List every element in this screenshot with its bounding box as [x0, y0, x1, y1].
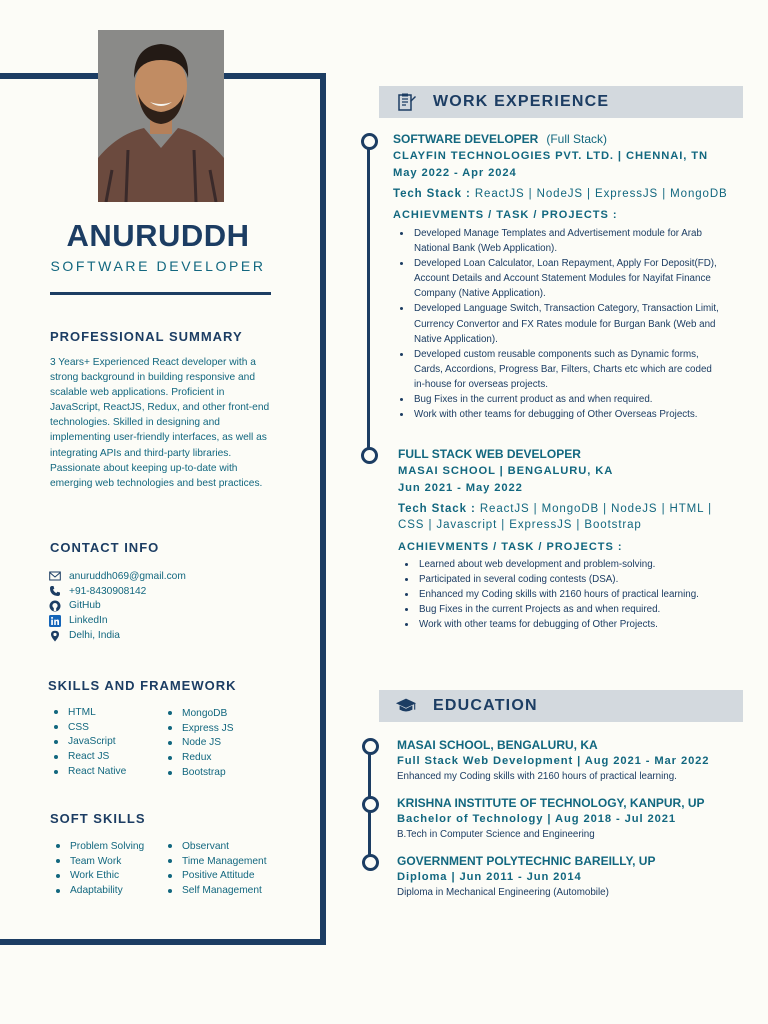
graduation-cap-icon	[395, 695, 417, 717]
work-timeline-line	[367, 144, 370, 452]
list-item: Participated in several coding contests (DSA).	[405, 572, 735, 587]
person-silhouette-icon	[98, 30, 224, 202]
list-item: Work with other teams for debugging of Other Overseas Projects.	[400, 407, 725, 422]
name-divider	[50, 292, 271, 295]
education-2-school: KRISHNA INSTITUTE OF TECHNOLOGY, KANPUR, UP	[397, 796, 705, 810]
summary-text: 3 Years+ Experienced React developer with a strong background in building responsive and scalable web applications. Proficient in JavaScript, ReactJS, Redux, and other front-end technologies. Skilled in designing and implementing user-friendly interfaces, as well as integrating APIs and third-party libraries. Passionate about keeping up-to-date with emerging web technologies and best practices.	[50, 357, 270, 489]
contact-phone-text: +91-8430908142	[69, 585, 147, 597]
list-item: Observant	[168, 839, 267, 854]
education-2-note: B.Tech in Computer Science and Engineering	[397, 829, 595, 840]
education-3-degree: Diploma | Jun 2011 - Jun 2014	[397, 871, 582, 883]
list-item: Developed custom reusable components such as Dynamic forms, Cards, Accordions, Progress Bar, Filters, Charts etc which are coded in-house for overseas projects.	[400, 347, 725, 392]
list-item: Time Management	[168, 854, 267, 869]
job-1-company: CLAYFIN TECHNOLOGIES PVT. LTD. | CHENNAI, TN	[393, 150, 708, 162]
candidate-role: SOFTWARE DEVELOPER	[50, 258, 266, 274]
list-item: HTML	[54, 705, 126, 720]
contact-phone[interactable]	[48, 584, 186, 599]
list-item: Express JS	[168, 721, 234, 736]
contact-linkedin[interactable]	[48, 613, 186, 628]
timeline-dot	[361, 133, 378, 150]
education-1-note: Enhanced my Coding skills with 2160 hours of practical learning.	[397, 771, 677, 782]
job-2-achievements	[405, 557, 735, 632]
contact-email[interactable]	[48, 569, 186, 584]
list-item: Self Management	[168, 883, 267, 898]
list-item: Developed Loan Calculator, Loan Repayment, Apply For Deposit(FD), Account Details and Account Statement Modules for Nayifat Finance Company (Native Application).	[400, 256, 725, 301]
education-3-note: Diploma in Mechanical Engineering (Automobile)	[397, 887, 609, 898]
soft-skills-heading: SOFT SKILLS	[50, 811, 146, 826]
left-column-frame	[0, 73, 326, 945]
work-experience-header	[379, 86, 743, 118]
contact-location-text: Delhi, India	[69, 630, 120, 642]
job-2-company: MASAI SCHOOL | BENGALURU, KA	[398, 465, 614, 477]
phone-icon	[48, 585, 62, 597]
list-item: Work Ethic	[56, 869, 144, 884]
education-title: EDUCATION	[433, 697, 538, 714]
contact-location	[48, 628, 186, 643]
list-item: Bug Fixes in the current product as and when required.	[400, 392, 725, 407]
list-item: Problem Solving	[56, 839, 144, 854]
list-item: Bootstrap	[168, 765, 234, 780]
list-item: Team Work	[56, 854, 144, 869]
list-item: Adaptability	[56, 883, 144, 898]
contact-linkedin-text: LinkedIn	[69, 615, 108, 627]
education-header	[379, 690, 743, 722]
job-2-tech-stack: Tech Stack : ReactJS | MongoDB | NodeJS | HTML | CSS | Javascript | ExpressJS | Bootstrap	[398, 503, 713, 531]
job-2-title: FULL STACK WEB DEVELOPER	[398, 447, 581, 461]
list-item: Redux	[168, 750, 234, 765]
github-icon	[48, 600, 62, 612]
skills-heading: SKILLS AND FRAMEWORK	[48, 678, 237, 693]
timeline-dot	[362, 854, 379, 871]
skills-list-left	[54, 705, 126, 779]
list-item: JavaScript	[54, 735, 126, 750]
contact-list	[48, 569, 186, 643]
list-item: Bug Fixes in the current Projects as and when required.	[405, 602, 735, 617]
list-item: React Native	[54, 764, 126, 779]
timeline-dot	[362, 738, 379, 755]
contact-heading: CONTACT INFO	[50, 540, 160, 555]
list-item: Node JS	[168, 736, 234, 751]
job-1-dates: May 2022 - Apr 2024	[393, 167, 517, 179]
list-item: Developed Manage Templates and Advertisement module for Arab National Bank (Web Application).	[400, 226, 725, 256]
skills-list-right	[168, 706, 234, 780]
briefcase-list-icon	[395, 91, 417, 113]
education-1-degree: Full Stack Web Development | Aug 2021 - Mar 2022	[397, 755, 710, 767]
list-item: MongoDB	[168, 706, 234, 721]
job-1-tech-stack: Tech Stack : ReactJS | NodeJS | ExpressJS | MongoDB	[393, 188, 728, 200]
summary-heading: PROFESSIONAL SUMMARY	[50, 329, 243, 344]
list-item: CSS	[54, 720, 126, 735]
soft-skills-list-right	[168, 839, 267, 898]
linkedin-icon	[48, 615, 62, 627]
timeline-dot	[362, 796, 379, 813]
list-item: Positive Attitude	[168, 869, 267, 884]
job-1-achievements-heading: ACHIEVMENTS / TASK / PROJECTS :	[393, 209, 618, 221]
contact-github[interactable]	[48, 599, 186, 614]
list-item: Learned about web development and problem-solving.	[405, 557, 735, 572]
education-3-school: GOVERNMENT POLYTECHNIC BAREILLY, UP	[397, 854, 656, 868]
job-1-title: SOFTWARE DEVELOPER (Full Stack)	[393, 132, 608, 146]
candidate-name: ANURUDDH	[66, 218, 250, 253]
profile-photo	[98, 30, 224, 202]
contact-github-text: GitHub	[69, 600, 101, 612]
job-1-type: (Full Stack)	[546, 132, 608, 146]
contact-email-text: anuruddh069@gmail.com	[69, 570, 186, 582]
soft-skills-list-left	[56, 839, 144, 898]
list-item: React JS	[54, 749, 126, 764]
timeline-dot	[361, 447, 378, 464]
list-item: Work with other teams for debugging of Other Projects.	[405, 617, 735, 632]
list-item: Enhanced my Coding skills with 2160 hours of practical learning.	[405, 587, 735, 602]
email-icon	[48, 570, 62, 582]
job-2-dates: Jun 2021 - May 2022	[398, 482, 523, 494]
job-1-achievements	[400, 226, 725, 422]
location-pin-icon	[48, 630, 62, 642]
education-2-degree: Bachelor of Technology | Aug 2018 - Jul 2021	[397, 813, 676, 825]
job-2-achievements-heading: ACHIEVMENTS / TASK / PROJECTS :	[398, 541, 623, 553]
education-1-school: MASAI SCHOOL, BENGALURU, KA	[397, 738, 598, 752]
list-item: Developed Language Switch, Transaction Category, Transaction Limit, Currency Convertor and FX Rates module for Burgan Bank (Web and Native Application).	[400, 301, 725, 346]
work-experience-title: WORK EXPERIENCE	[433, 93, 610, 110]
